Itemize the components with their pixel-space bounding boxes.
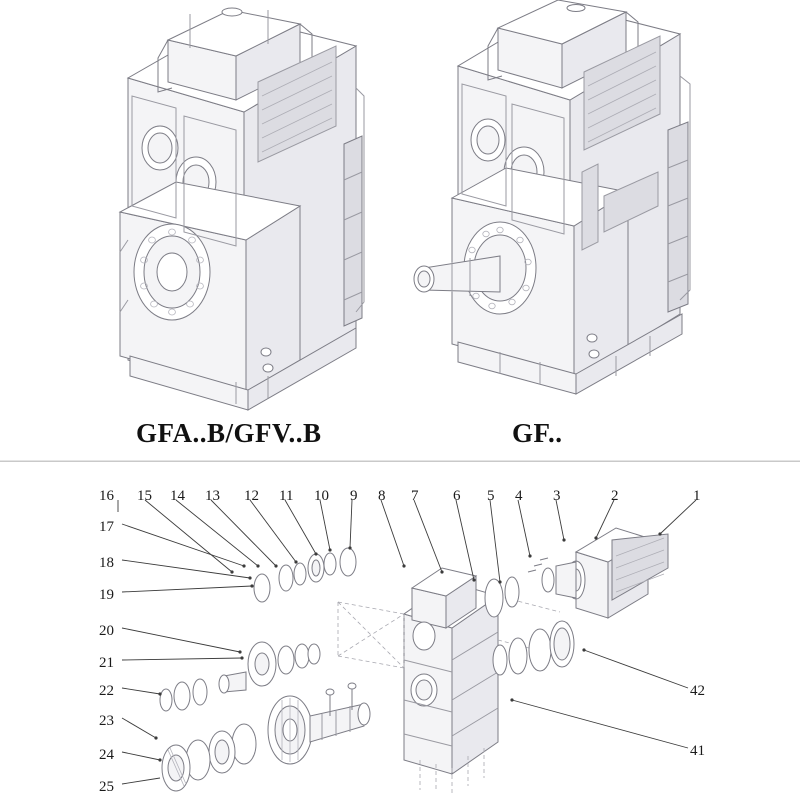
part-label-2: 2 <box>611 488 619 504</box>
part-label-14: 14 <box>170 488 185 504</box>
part-label-23: 23 <box>99 713 114 729</box>
part-label-42: 42 <box>690 683 705 699</box>
exploded-view-section <box>0 462 800 800</box>
part-label-19: 19 <box>99 587 114 603</box>
part-label-5: 5 <box>487 488 495 504</box>
part-label-8: 8 <box>378 488 386 504</box>
part-label-9: 9 <box>350 488 358 504</box>
part-label-41: 41 <box>690 743 705 759</box>
part-label-24: 24 <box>99 747 114 763</box>
part-label-1: 1 <box>693 488 701 504</box>
part-label-20: 20 <box>99 623 114 639</box>
part-label-15: 15 <box>137 488 152 504</box>
part-label-22: 22 <box>99 683 114 699</box>
part-label-6: 6 <box>453 488 461 504</box>
part-label-3: 3 <box>553 488 561 504</box>
caption-gfa-b-gfv-b: GFA..B/GFV..B <box>136 418 322 448</box>
part-label-13: 13 <box>205 488 220 504</box>
part-label-25: 25 <box>99 779 114 795</box>
part-label-4: 4 <box>515 488 523 504</box>
part-label-18: 18 <box>99 555 114 571</box>
part-label-21: 21 <box>99 655 114 671</box>
part-label-12: 12 <box>244 488 259 504</box>
part-label-10: 10 <box>314 488 329 504</box>
caption-gf: GF.. <box>512 418 563 448</box>
part-label-11: 11 <box>279 488 294 504</box>
part-label-17: 17 <box>99 519 114 535</box>
part-label-7: 7 <box>411 488 419 504</box>
part-label-16: 16 <box>99 488 114 504</box>
